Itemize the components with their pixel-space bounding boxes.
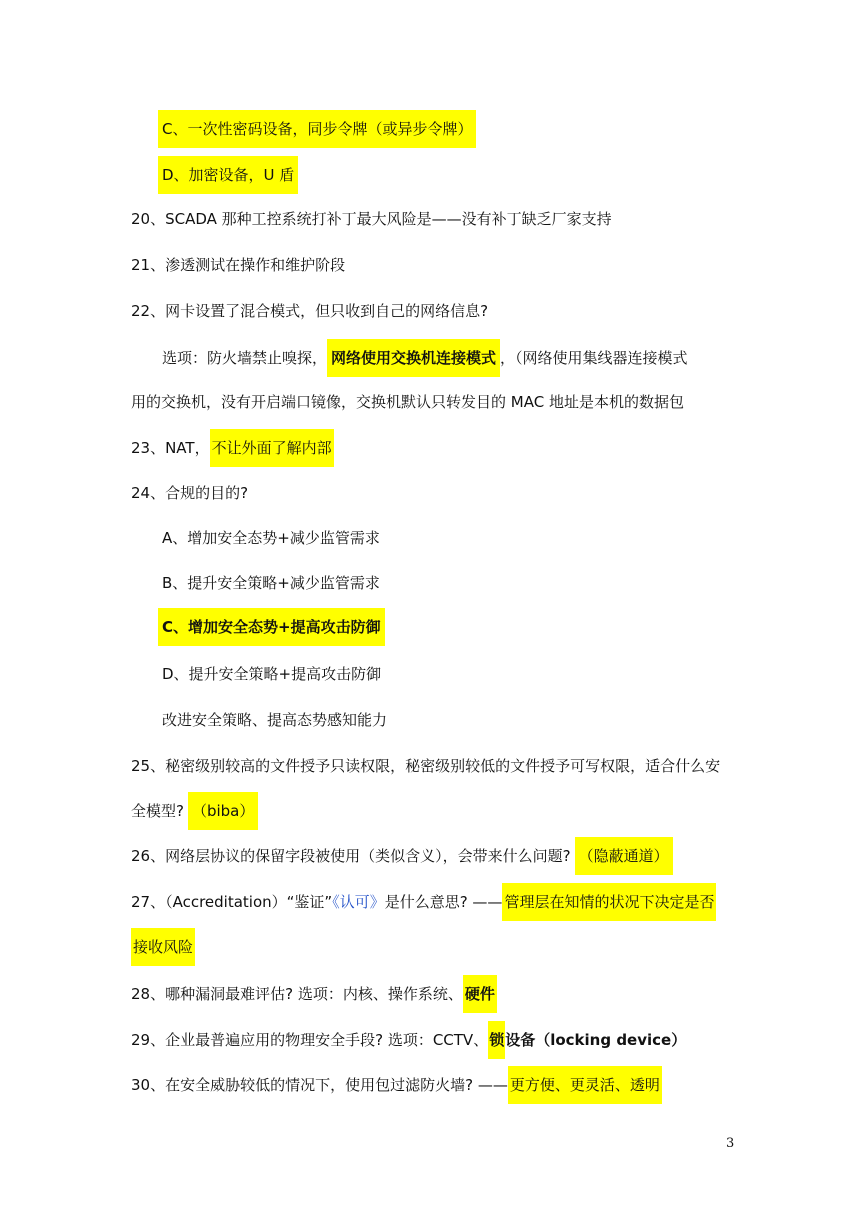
option-d-line: [158, 156, 298, 188]
item-30-prefix: 30、在安全威胁较低的情况下，使用包过滤防火墙? ——: [131, 1076, 508, 1094]
item-22: 22、网卡设置了混合模式，但只收到自己的网络信息?: [131, 302, 489, 320]
item-22-options-suffix: ，（网络使用集线器连接模式: [500, 349, 688, 367]
highlight-lock: 锁: [488, 1021, 505, 1059]
item-29-locking-device: 设备（locking device）: [505, 1031, 687, 1049]
highlight-biba: （biba）: [188, 792, 258, 830]
highlight-item-24-option-c: C、增加安全态势+提高攻击防御: [158, 608, 385, 646]
item-24-option-d: D、提升安全策略+提高攻击防御: [162, 665, 382, 683]
item-27-question: 是什么意思? ——: [384, 893, 503, 911]
item-24-option-c: [158, 608, 385, 640]
item-21: 21、渗透测试在操作和维护阶段: [131, 256, 346, 274]
highlight-option-d: D、加密设备，U 盾: [158, 156, 298, 194]
item-29: [131, 1021, 686, 1053]
highlight-covert-channel: （隐蔽通道）: [575, 837, 673, 875]
highlight-item-27-answer: 管理层在知情的状况下决定是否: [502, 883, 716, 921]
item-23: [131, 429, 334, 461]
item-25-cont: [131, 792, 258, 824]
item-23-prefix: 23、NAT，: [131, 439, 210, 457]
item-24-option-a: A、增加安全态势+减少监管需求: [162, 529, 380, 547]
item-29-prefix: 29、企业最普遍应用的物理安全手段? 选项：CCTV、: [131, 1031, 489, 1049]
item-20: 20、SCADA 那种工控系统打补丁最大风险是——没有补丁缺乏厂家支持: [131, 210, 612, 228]
item-27: [131, 883, 716, 915]
item-27-accreditation-link: 《认可》: [332, 893, 385, 911]
highlight-switch-mode: 网络使用交换机连接模式: [327, 339, 500, 377]
item-28: [131, 975, 497, 1007]
page-number: 3: [726, 1136, 735, 1151]
item-30: [131, 1066, 662, 1098]
item-24-note: 改进安全策略、提高态势感知能力: [162, 711, 388, 729]
item-27-prefix: 27、（Accreditation）“鉴证”: [131, 893, 333, 911]
item-28-prefix: 28、哪种漏洞最难评估? 选项：内核、操作系统、: [131, 985, 463, 1003]
highlight-item-27-answer-cont: 接收风险: [131, 928, 195, 966]
highlight-option-c: C、一次性密码设备，同步令牌（或异步令牌）: [158, 110, 476, 148]
item-22-options-prefix: 选项：防火墙禁止嗅探，: [162, 349, 328, 367]
option-c-line: [158, 110, 476, 142]
item-26-prefix: 26、网络层协议的保留字段被使用（类似含义），会带来什么问题?: [131, 847, 571, 865]
item-25: 25、秘密级别较高的文件授予只读权限，秘密级别较低的文件授予可写权限，适合什么安: [131, 757, 721, 775]
item-26: [131, 837, 673, 869]
item-24: 24、合规的目的?: [131, 484, 249, 502]
item-24-option-b: B、提升安全策略+减少监管需求: [162, 574, 380, 592]
item-22-explanation: 用的交换机，没有开启端口镜像，交换机默认只转发目的 MAC 地址是本机的数据包: [131, 393, 684, 411]
item-27-cont: [131, 928, 195, 960]
item-22-options: [162, 339, 688, 371]
highlight-hardware: 硬件: [463, 975, 497, 1013]
highlight-nat-answer: 不让外面了解内部: [210, 429, 334, 467]
item-25-cont-prefix: 全模型?: [131, 802, 184, 820]
highlight-item-30-answer: 更方便、更灵活、透明: [508, 1066, 662, 1104]
